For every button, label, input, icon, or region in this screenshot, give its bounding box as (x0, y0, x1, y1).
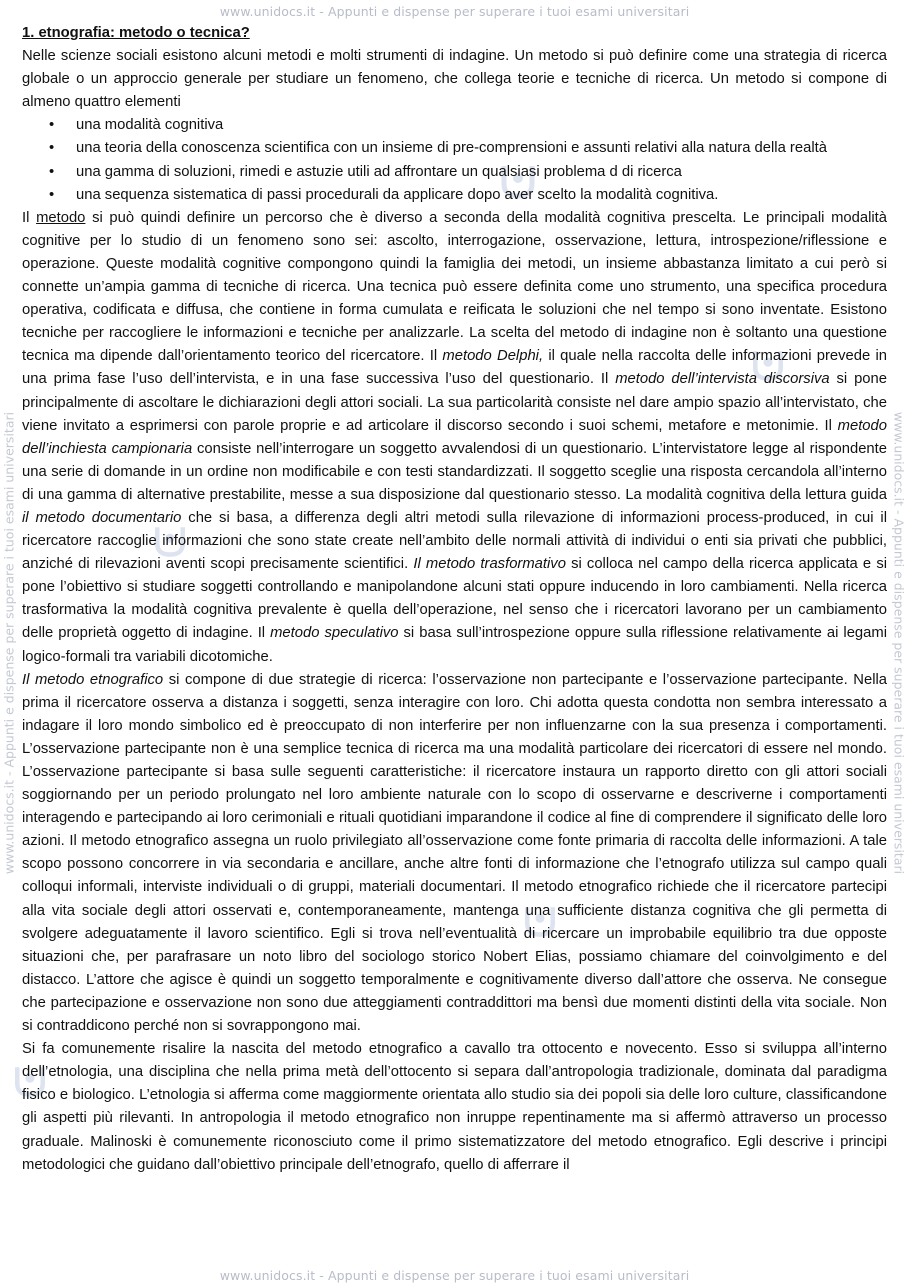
italic-term: il metodo documentario (22, 509, 182, 526)
history-paragraph: Si fa comunemente risalire la nascita del metodo etnografico a cavallo tra ottocento e novecento. Esso si sviluppa all’interno dell’etnologia, una disciplina che nella prima metà dell’ottocento si separa dall’antropologia tradizionale, dominata dal paradigma fisico e biologico. L’etnologia si afferma come maggiormente orientata allo studio sia dei popoli sia delle loro culture, classificandone gli aspetti più rilevanti. In antropologia il metodo etnografico non inruppe repentinamente ma si affermò attraverso un processo graduale. Malinoski è comunemente riconosciuto come il primo sistematizzatore del metodo etnografico. Egli descrive i principi metodologici che guidano dall’obiettivo principale dell’etnografo, quello di afferrare il (22, 1041, 887, 1173)
ethnographic-method-paragraph: Il metodo etnografico si compone di due strategie di ricerca: l’osservazione non partecipante e l’osservazione partecipante. Nella prima il ricercatore osserva a distanza i soggetti, senza interagire con loro. Chi adotta questa condotta non sembra interessato a indagare il loro mondo simbolico ed è preoccupato di non interferire per non influenzarne con la sua presenza i comportamenti. L’osservazione partecipante non è una semplice tecnica di ricerca ma una modalità particolare dei ricercatori di essere nel mondo. L’osservazione partecipante si basa sulle seguenti caratteristiche: il ricercatore instaura un rapporto diretto con gli attori sociali soggiornando per un periodo prolungato nel loro ambiente naturale con lo scopo di osservarne e descriverne i comportamenti interagendo e partecipando ai loro cerimoniali e rituali quotidiani imparandone il codice al fine di comprendere il significato delle loro azioni. Il metodo etnografico assegna un ruolo privilegiato all’osservazione come fonte primaria di raccolta delle informazioni. A tale scopo possono concorrere in via secondaria e ancillare, anche altre fonti di informazione che l’etnografo utilizza sul campo quali colloqui informali, interviste individuali o di gruppi, materiali documentari. Il metodo etnografico richiede che il ricercatore partecipi alla vita sociale degli attori osservati e, contemporaneamente, mantenga una sufficiente distanza cognitiva che gli permetta di svolgere adeguatamente il lavoro scientifico. Egli si trova nell’eventualità di ricercare un improbabile equilibrio tra due opposte situazioni che, per parafrasare un noto libro del sociologo storico Nobert Elias, possiamo chiamare del coinvolgimento e del distacco. L’attore che agisce è quindi un soggetto temporalmente e cognitivamente diverso dall’attore che osserva. Ne consegue che partecipazione e osservazione non sono due atteggiamenti contraddittori ma bensì due momenti distinti della vita sociale. Non si contraddicono perché non si sovrappongono mai. (22, 671, 888, 1035)
document-body (22, 22, 887, 1177)
watermark-footer: www.unidocs.it - Appunti e dispense per superare i tuoi esami universitari (219, 1268, 690, 1283)
italic-term: metodo speculativo (270, 625, 399, 642)
italic-term: metodo dell’intervista discorsiva (615, 371, 830, 388)
intro-paragraph: Nelle scienze sociali esistono alcuni metodi e molti strumenti di indagine. Un metodo si può definire come una strategia di ricerca globale o un approccio generale per studiare un fenomeno, che collega teorie e tecniche di ricerca. Un metodo si compone di almeno quattro elementi (22, 48, 887, 111)
italic-term: metodo dell’inchiesta campionaria (22, 417, 887, 457)
underlined-term: metodo (36, 209, 86, 226)
italic-term: Il metodo etnografico (22, 671, 164, 688)
methods-paragraph: Il metodo si può quindi definire un percorso che è diverso a seconda della modalità cognitiva prescelta. Le principali modalità cognitive per lo studio di un fenomeno sono sei: ascolto, interrogazione, osservazione, lettura, introspezione/riflessione e operazione. Queste modalità cognitive compongono quindi la famiglia dei metodi, un insieme abbastanza limitato a cui però si connette un’ampia gamma di tecniche di ricerca. Una tecnica può essere definita come uno strumento, una specifica procedura operativa, codificata e diffusa, che contiene in forma cumulata e reificata le soluzioni che nel tempo si sono inventate. Esistono tecniche per raccogliere le informazioni e tecniche per analizzarle. La scelta del metodo di indagine non è soltanto una questione tecnica ma dipende dall’orientamento teorico del ricercatore. Il metodo Delphi, il quale nella raccolta delle informazioni prevede in una prima fase l’uso dell’intervista, e in una fase successiva l’uso del questionario. Il metodo dell’intervista discorsiva si pone principalmente di ascoltare le dichiarazioni degli attori sociali. La sua particolarità consiste nel dare ampio spazio all’intervistato, che viene invitato a esprimersi con parole proprie e ad articolare il discorso secondo i suoi schemi, metafore e metonimie. Il metodo dell’inchiesta campionaria consiste nell’interrogare un soggetto avvalendosi di un questionario. L’intervistatore legge al rispondente una serie di domande in un ordine non modificabile e con testi standardizzati. Il soggetto sceglie una risposta cercandola all’interno di una gamma di alternative prestabilite, messe a sua disposizione dal questionario stesso. La modalità cognitiva della lettura guida il metodo documentario che si basa, a differenza degli altri metodi sulla rilevazione di informazioni process-produced, in cui il ricercatore raccoglie informazioni che sono state create nell’ambito delle normali attività di individui o enti sia privati che pubblici, anziché di rilevazioni aventi scopi precisamente scientifici. Il metodo trasformativo si colloca nel campo della ricerca applicata e si pone l’obiettivo si studiare soggetti controllando e manipolandone alcuni stati oppure inducendo in loro cambiamenti. Nella ricerca trasformativa la modalità cognitiva prevalente è quella dell’operazione, nel senso che i ricercatori lavorano per un cambiamento delle proprietà oggetto di indagine. Il metodo speculativo si basa sull’introspezione oppure sulla riflessione relativamente ai legami logico-formali tra variabili dicotomiche. (22, 209, 888, 665)
list-item: • una teoria della conoscenza scientifica con un insieme di pre-comprensioni e assunti relativi alla natura della realtà (76, 137, 887, 160)
list-item: • una modalità cognitiva (76, 114, 887, 137)
section-heading: 1. etnografia: metodo o tecnica? (22, 25, 250, 41)
watermark-side-left: www.unidocs.it - Appunti e dispense per superare i tuoi esami universitari (1, 411, 17, 875)
list-item: • una sequenza sistematica di passi procedurali da applicare dopo aver scelto la modalità cognitiva. (76, 184, 887, 207)
italic-term: Il metodo trasformativo (413, 556, 566, 573)
list-item: • una gamma di soluzioni, rimedi e astuzie utili ad affrontare un qualsiasi problema d di ricerca (76, 161, 887, 184)
italic-term: metodo Delphi, (442, 348, 544, 365)
watermark-side-right: www.unidocs.it - Appunti e dispense per superare i tuoi esami universitari (891, 411, 907, 875)
watermark-header: www.unidocs.it - Appunti e dispense per superare i tuoi esami universitari (219, 4, 690, 19)
method-elements-list (22, 114, 887, 206)
